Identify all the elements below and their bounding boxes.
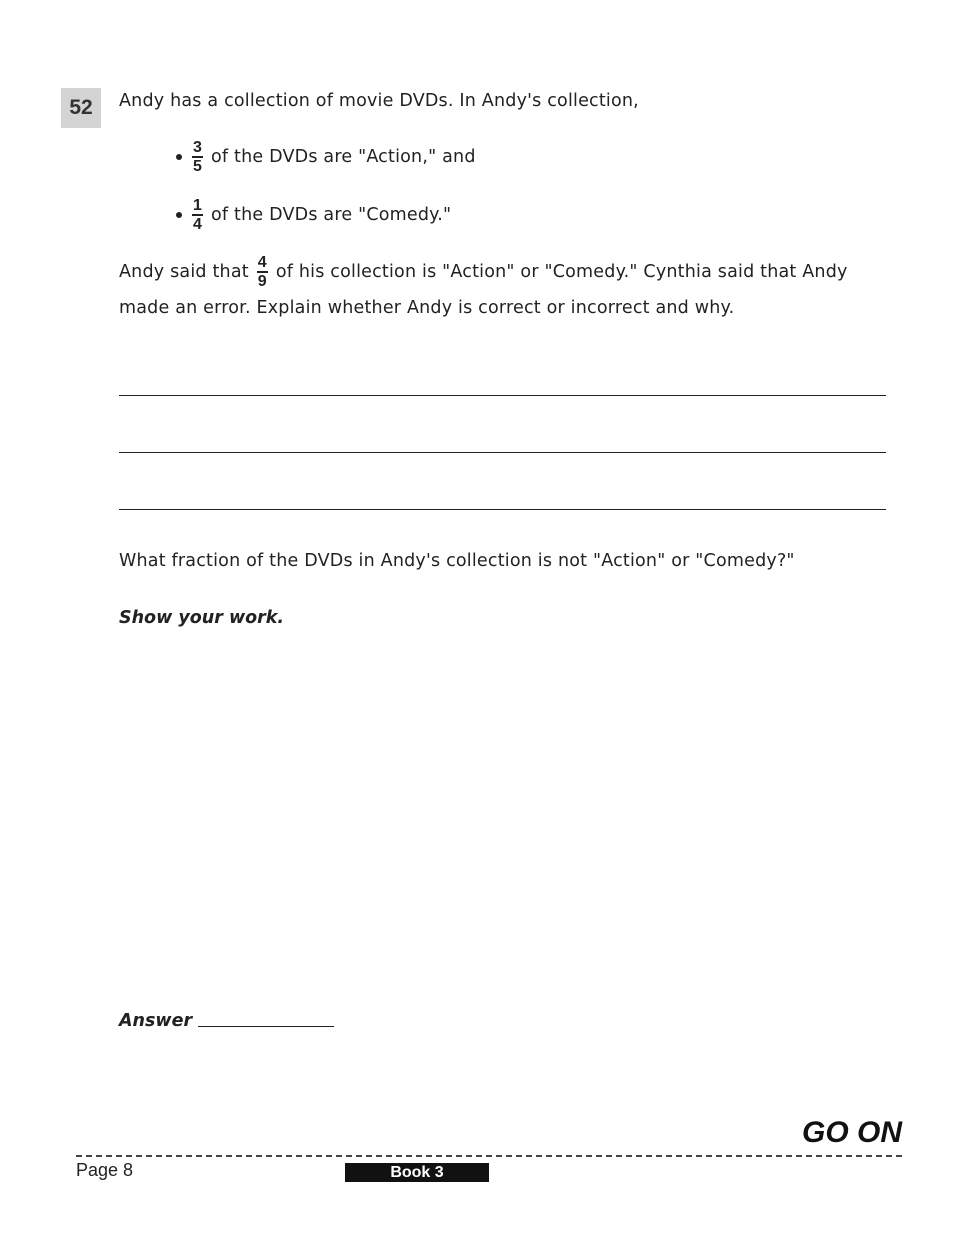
fraction-one-fourth	[192, 197, 203, 233]
andy-statement	[119, 254, 848, 290]
statement-start: Andy said that	[119, 261, 249, 282]
answer-label: Answer	[119, 1011, 193, 1031]
bullet-comedy	[176, 197, 451, 233]
answer-writing-line[interactable]	[119, 509, 886, 510]
fraction-numerator: 1	[192, 197, 203, 214]
statement-second-line: made an error. Explain whether Andy is correct or incorrect and why.	[119, 298, 735, 318]
fraction-denominator: 4	[192, 215, 203, 233]
question-intro: Andy has a collection of movie DVDs. In Andy's collection,	[119, 91, 639, 111]
bullet-action	[176, 139, 476, 175]
fraction-denominator: 9	[257, 272, 267, 290]
footer-divider	[76, 1155, 902, 1157]
fraction-four-ninths	[257, 254, 268, 290]
page-number: Page 8	[76, 1160, 134, 1180]
fraction-three-fifths	[192, 139, 203, 175]
book-label: Book 3	[345, 1163, 489, 1182]
part-b-question: What fraction of the DVDs in Andy's collection is not "Action" or "Comedy?"	[119, 551, 795, 571]
bullet-dot	[176, 212, 182, 218]
fraction-numerator: 4	[257, 254, 267, 271]
fraction-denominator: 5	[192, 157, 203, 175]
bullet-text: of the DVDs are "Comedy."	[211, 204, 452, 225]
bullet-text: of the DVDs are "Action," and	[211, 146, 476, 167]
question-number: 52	[61, 88, 101, 128]
statement-end: of his collection is "Action" or "Comedy." Cynthia said that Andy	[275, 261, 848, 282]
go-on-label: GO ON	[801, 1116, 902, 1149]
answer-writing-line[interactable]	[119, 395, 886, 396]
answer-blank[interactable]	[198, 1026, 334, 1027]
bullet-dot	[176, 154, 182, 160]
fraction-numerator: 3	[192, 139, 203, 156]
answer-writing-line[interactable]	[119, 452, 886, 453]
show-work-instruction: Show your work.	[119, 608, 285, 628]
